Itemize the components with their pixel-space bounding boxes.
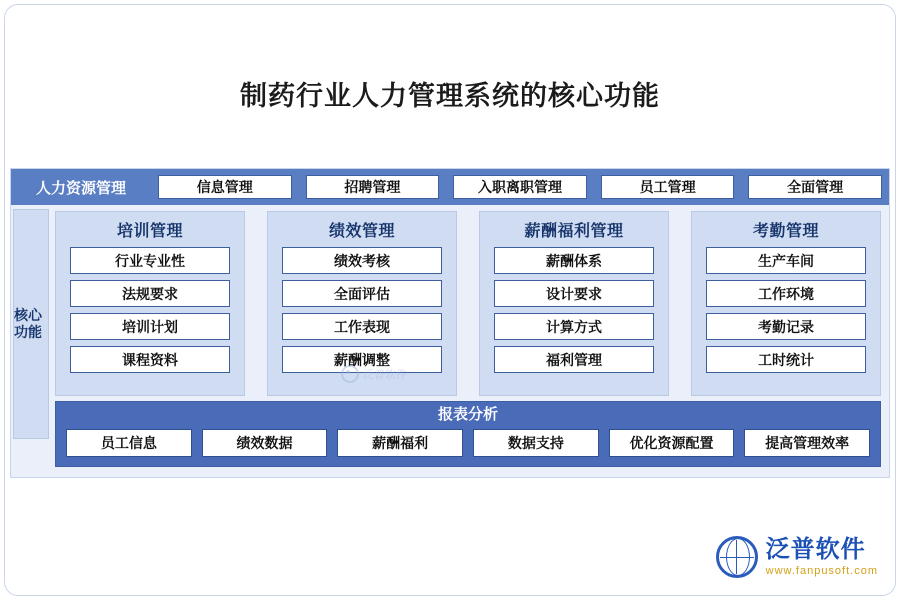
globe-ellipse-icon bbox=[726, 538, 750, 576]
report-chip-optimize-resource-allocation[interactable]: 优化资源配置 bbox=[609, 429, 735, 457]
compensation-item-benefits-management[interactable]: 福利管理 bbox=[494, 346, 654, 373]
report-chip-performance-data[interactable]: 绩效数据 bbox=[202, 429, 328, 457]
brand-texts bbox=[765, 535, 878, 577]
compensation-item-design-requirement[interactable]: 设计要求 bbox=[494, 280, 654, 307]
report-chip-employee-info[interactable]: 员工信息 bbox=[66, 429, 192, 457]
attendance-item-production-workshop[interactable]: 生产车间 bbox=[706, 247, 866, 274]
report-analysis-title: 报表分析 bbox=[437, 406, 498, 423]
column-training-management bbox=[55, 211, 245, 396]
globe-icon bbox=[716, 536, 758, 578]
performance-item-full-evaluation[interactable]: 全面评估 bbox=[282, 280, 442, 307]
core-function-label: 核心功能 bbox=[13, 209, 49, 439]
report-chip-improve-management-efficiency[interactable]: 提高管理效率 bbox=[744, 429, 870, 457]
column-title-training-management: 培训管理 bbox=[116, 223, 183, 240]
brand-logo bbox=[716, 536, 878, 578]
top-chip-recruitment-management[interactable]: 招聘管理 bbox=[306, 175, 440, 199]
hr-management-label: 人力资源管理 bbox=[35, 179, 126, 197]
performance-item-salary-adjustment[interactable]: 薪酬调整 bbox=[282, 346, 442, 373]
attendance-item-working-hours-statistics[interactable]: 工时统计 bbox=[706, 346, 866, 373]
watermark-text: 泛普软件 bbox=[363, 369, 407, 381]
brand-name-cn: 泛普软件 bbox=[765, 535, 866, 563]
performance-item-appraisal[interactable]: 绩效考核 bbox=[282, 247, 442, 274]
compensation-item-salary-system[interactable]: 薪酬体系 bbox=[494, 247, 654, 274]
page-title: 制药行业人力管理系统的核心功能 bbox=[240, 81, 660, 111]
report-chip-compensation-benefits[interactable]: 薪酬福利 bbox=[337, 429, 463, 457]
column-attendance-management bbox=[691, 211, 881, 396]
report-chip-row bbox=[62, 426, 874, 457]
column-compensation-benefits-management bbox=[479, 211, 669, 396]
attendance-item-work-environment[interactable]: 工作环境 bbox=[706, 280, 866, 307]
column-title-attendance-management: 考勤管理 bbox=[752, 223, 819, 240]
top-chip-onboarding-offboarding-management[interactable]: 入职离职管理 bbox=[453, 175, 587, 199]
training-item-industry-specialty[interactable]: 行业专业性 bbox=[70, 247, 230, 274]
training-item-training-plan[interactable]: 培训计划 bbox=[70, 313, 230, 340]
column-title-performance-management: 绩效管理 bbox=[328, 223, 395, 240]
top-chip-employee-management[interactable]: 员工管理 bbox=[601, 175, 735, 199]
report-chip-data-support[interactable]: 数据支持 bbox=[473, 429, 599, 457]
hr-management-bar bbox=[11, 169, 889, 205]
training-item-regulatory-requirement[interactable]: 法规要求 bbox=[70, 280, 230, 307]
function-columns bbox=[55, 211, 881, 396]
inner-watermark bbox=[341, 365, 407, 383]
compensation-item-calculation-method[interactable]: 计算方式 bbox=[494, 313, 654, 340]
report-analysis-section bbox=[55, 401, 881, 467]
watermark-globe-icon bbox=[341, 365, 359, 383]
training-item-course-materials[interactable]: 课程资料 bbox=[70, 346, 230, 373]
performance-item-work-performance[interactable]: 工作表现 bbox=[282, 313, 442, 340]
brand-name-en: www.fanpusoft.com bbox=[765, 564, 878, 577]
diagram-container bbox=[10, 168, 890, 478]
attendance-item-attendance-record[interactable]: 考勤记录 bbox=[706, 313, 866, 340]
top-chip-comprehensive-management[interactable]: 全面管理 bbox=[748, 175, 882, 199]
top-chip-info-management[interactable]: 信息管理 bbox=[158, 175, 292, 199]
column-title-compensation-benefits-management: 薪酬福利管理 bbox=[524, 223, 624, 240]
